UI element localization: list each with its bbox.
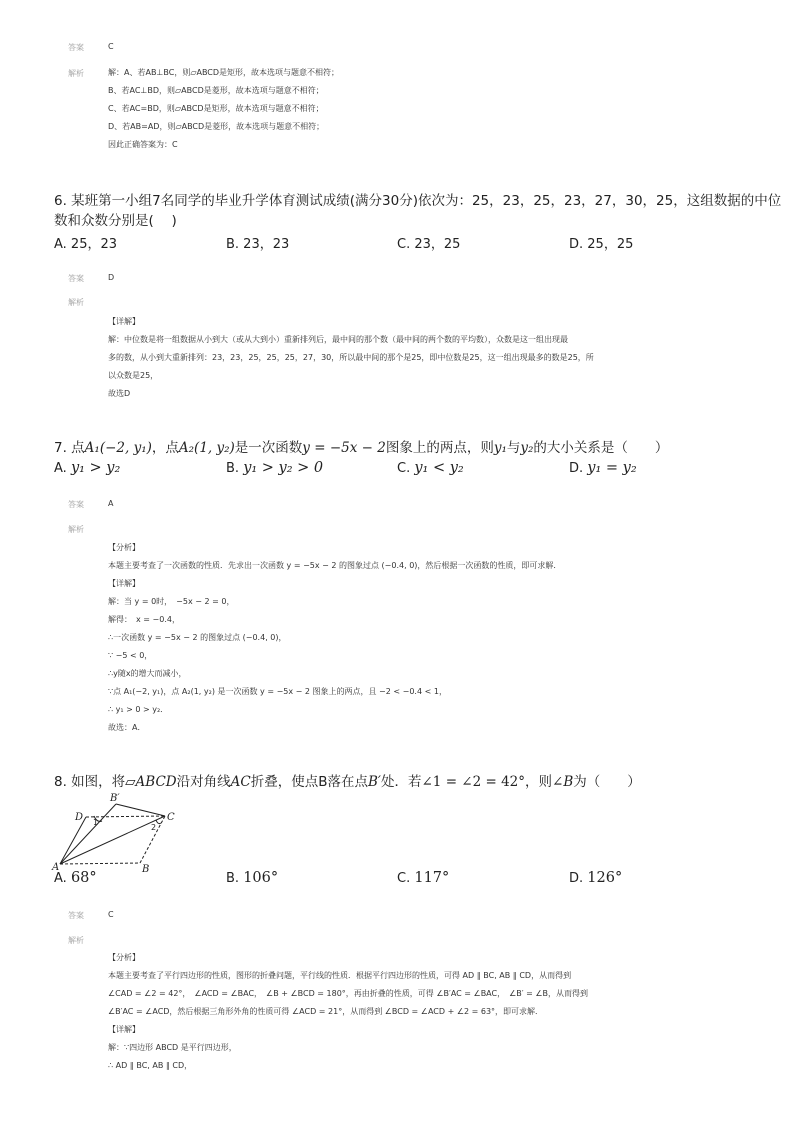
option-a[interactable]: A. 25，23 <box>54 237 118 252</box>
analysis-line: D、若AB=AD，则▱ABCD是菱形，故本选项与题意不相符； <box>108 122 325 131</box>
question-text: ，则 <box>525 774 553 790</box>
analysis-line: 解：∵四边形 ABCD 是平行四边形， <box>108 1043 237 1052</box>
label-c: C <box>167 812 175 823</box>
analysis-line: ∴y随x的增大而减小， <box>108 669 187 678</box>
option-c[interactable] <box>397 870 449 886</box>
option-label: B. <box>226 871 244 886</box>
analysis-line: 多的数，从小到大重新排列：23，23，25，25，25，27，30，所以最中间的那个是25，即中位数是25，这一组出现最多的数是25，所 <box>108 353 594 362</box>
question-line: 数和众数分别是( ) <box>54 213 177 229</box>
analysis-label: 解析 <box>68 936 84 945</box>
option-math: y₁ = y₂ <box>587 460 637 476</box>
question-text: 是一次函数 <box>234 440 303 456</box>
question-text: 折叠，使点B落在点 <box>250 774 368 790</box>
math-parallelogram: ▱ABCD <box>125 774 177 790</box>
option-math: 117° <box>414 870 450 886</box>
math-angle-b: ∠B <box>552 774 574 790</box>
option-b[interactable]: B. 23，23 <box>226 237 290 252</box>
label-a: A <box>52 862 60 872</box>
option-math: y₁ < y₂ <box>414 460 464 476</box>
analysis-line: 因此正确答案为：C <box>108 140 178 149</box>
answer-label: 答案 <box>68 43 84 52</box>
option-label: D. <box>569 461 588 476</box>
edge-a-b <box>60 863 140 864</box>
math-point-a1: A₁(−2, y₁) <box>84 440 152 456</box>
label-d: D <box>75 812 84 823</box>
question-text: 沿对角线 <box>176 774 231 790</box>
options-6 <box>54 233 774 255</box>
analysis-line: 解：中位数是将一组数据从小到大（或从大到小）重新排列后，最中间的那个数（最中间的两个数的平均数），众数是这一组出现最 <box>108 335 568 344</box>
option-label: C. <box>397 871 415 886</box>
option-label: D. <box>569 871 588 886</box>
math-bprime: B′ <box>368 774 381 790</box>
option-label: B. <box>226 461 244 476</box>
label-bprime: B′ <box>110 793 120 804</box>
option-math: 68° <box>70 870 97 886</box>
option-b[interactable] <box>226 460 323 476</box>
option-math: y₁ > y₂ <box>70 460 121 476</box>
question-text: 处．若 <box>381 774 422 790</box>
analysis-text <box>108 64 339 154</box>
option-a[interactable] <box>54 870 97 886</box>
option-c[interactable]: C. 23，25 <box>397 237 461 252</box>
edge-a-bprime <box>60 804 116 864</box>
option-d[interactable]: D. 25，25 <box>569 237 634 252</box>
analysis-text <box>108 313 594 403</box>
analysis-line: ∵点 A₁(−2, y₁)，点 A₂(1, y₂) 是一次函数 y = −5x − 2 图象上的两点，且 −2 < −0.4 < 1， <box>108 687 447 696</box>
option-math: 126° <box>587 870 623 886</box>
analysis-line: 本题主要考查了平行四边形的性质，图形的折叠问题，平行线的性质．根据平行四边形的性质，可得 AD ∥ BC, AB ∥ CD，从而得到 <box>108 971 572 980</box>
answer-label: 答案 <box>68 274 84 283</box>
analysis-line: C、若AC=BD，则▱ABCD是矩形，故本选项与题意不相符； <box>108 104 324 113</box>
analysis-line: ∵ −5 < 0， <box>108 651 153 660</box>
options-7 <box>54 460 774 482</box>
analysis-line: ∴ y₁ > 0 > y₂． <box>108 705 169 714</box>
edge-a-c <box>60 816 165 864</box>
question-text: 8. 如图，将 <box>54 774 126 790</box>
analysis-line: 故选D <box>108 389 131 398</box>
option-label: A. <box>54 461 71 476</box>
question-text: ，点 <box>151 440 179 456</box>
option-c[interactable] <box>397 460 464 476</box>
analysis-line: ∴一次函数 y = −5x − 2 的图象过点 (−0.4, 0)， <box>108 633 287 642</box>
question-7 <box>54 438 668 458</box>
analysis-line: 【分析】 <box>108 953 140 962</box>
analysis-line: 【详解】 <box>108 317 140 326</box>
question-8 <box>54 772 641 792</box>
analysis-text <box>108 539 561 737</box>
analysis-line: 故选：A． <box>108 723 146 732</box>
analysis-line: ∴ AD ∥ BC, AB ∥ CD， <box>108 1061 193 1070</box>
question-text: 为（ ） <box>573 774 641 790</box>
option-d[interactable] <box>569 460 637 476</box>
analysis-line: 以众数是25， <box>108 371 159 380</box>
math-point-a2: A₂(1, y₂) <box>178 440 235 456</box>
analysis-text <box>108 949 588 1075</box>
question-6 <box>54 191 781 231</box>
math-function: y = −5x − 2 <box>302 440 386 456</box>
analysis-line: ∠B′AC = ∠ACD，然后根据三角形外角的性质可得 ∠ACD = 21°，从而得到 ∠BCD = ∠ACD + ∠2 = 63°，即可求解． <box>108 1007 544 1016</box>
analysis-label: 解析 <box>68 69 84 78</box>
option-label: A. <box>54 871 71 886</box>
analysis-line: 解得： x = −0.4， <box>108 615 180 624</box>
analysis-line: 【详解】 <box>108 579 140 588</box>
analysis-line: 解：A、若AB⊥BC，则▱ABCD是矩形，故本选项与题意不相符； <box>108 68 340 77</box>
analysis-line: 解：当 y = 0时， −5x − 2 = 0， <box>108 597 235 606</box>
answer-value: A <box>108 499 114 508</box>
option-a[interactable] <box>54 460 120 476</box>
answer-label: 答案 <box>68 500 84 509</box>
answer-value: C <box>108 42 114 51</box>
label-b: B <box>142 864 150 872</box>
option-math: 106° <box>243 870 279 886</box>
question-text: 图象上的两点，则 <box>385 440 494 456</box>
analysis-label: 解析 <box>68 525 84 534</box>
analysis-line: 本题主要考查了一次函数的性质．先求出一次函数 y = −5x − 2 的图象过点 (−0.4, 0)，然后根据一次函数的性质，即可求解． <box>108 561 562 570</box>
math-y2: y₂ <box>520 440 534 456</box>
answer-value: D <box>108 273 115 282</box>
answer-label: 答案 <box>68 911 84 920</box>
analysis-line: B、若AC⊥BD，则▱ABCD是菱形，故本选项与题意不相符； <box>108 86 324 95</box>
options-8 <box>54 870 774 892</box>
label-angle-2: 2 <box>151 823 157 832</box>
question-text: 的大小关系是（ ） <box>533 440 669 456</box>
parallelogram-fold-figure <box>50 790 190 872</box>
edge-d-c <box>86 816 165 817</box>
question-text: 与 <box>506 440 521 456</box>
option-label: C. <box>397 461 415 476</box>
angle-2-arc <box>156 820 161 824</box>
question-text: 7. 点 <box>54 440 85 456</box>
analysis-line: 【分析】 <box>108 543 140 552</box>
answer-value: C <box>108 910 114 919</box>
analysis-line: 【详解】 <box>108 1025 140 1034</box>
analysis-label: 解析 <box>68 298 84 307</box>
question-line: 6. 某班第一小组7名同学的毕业升学体育测试成绩(满分30分)依次为：25，23，25，23，27，30，25，这组数据的中位 <box>54 193 782 209</box>
edge-bprime-c <box>116 804 165 816</box>
option-b[interactable] <box>226 870 278 886</box>
math-y1: y₁ <box>493 440 507 456</box>
label-angle-1: 1 <box>93 818 99 827</box>
analysis-line: ∠CAD = ∠2 = 42°， ∠ACD = ∠BAC， ∠B + ∠BCD = 180°，再由折叠的性质，可得 ∠B′AC = ∠BAC， ∠B′ = ∠B，从而得到 <box>108 989 589 998</box>
math-angles: ∠1 = ∠2 = 42° <box>421 774 526 790</box>
math-ac: AC <box>230 774 251 790</box>
option-math: y₁ > y₂ > 0 <box>243 460 324 476</box>
option-d[interactable] <box>569 870 622 886</box>
